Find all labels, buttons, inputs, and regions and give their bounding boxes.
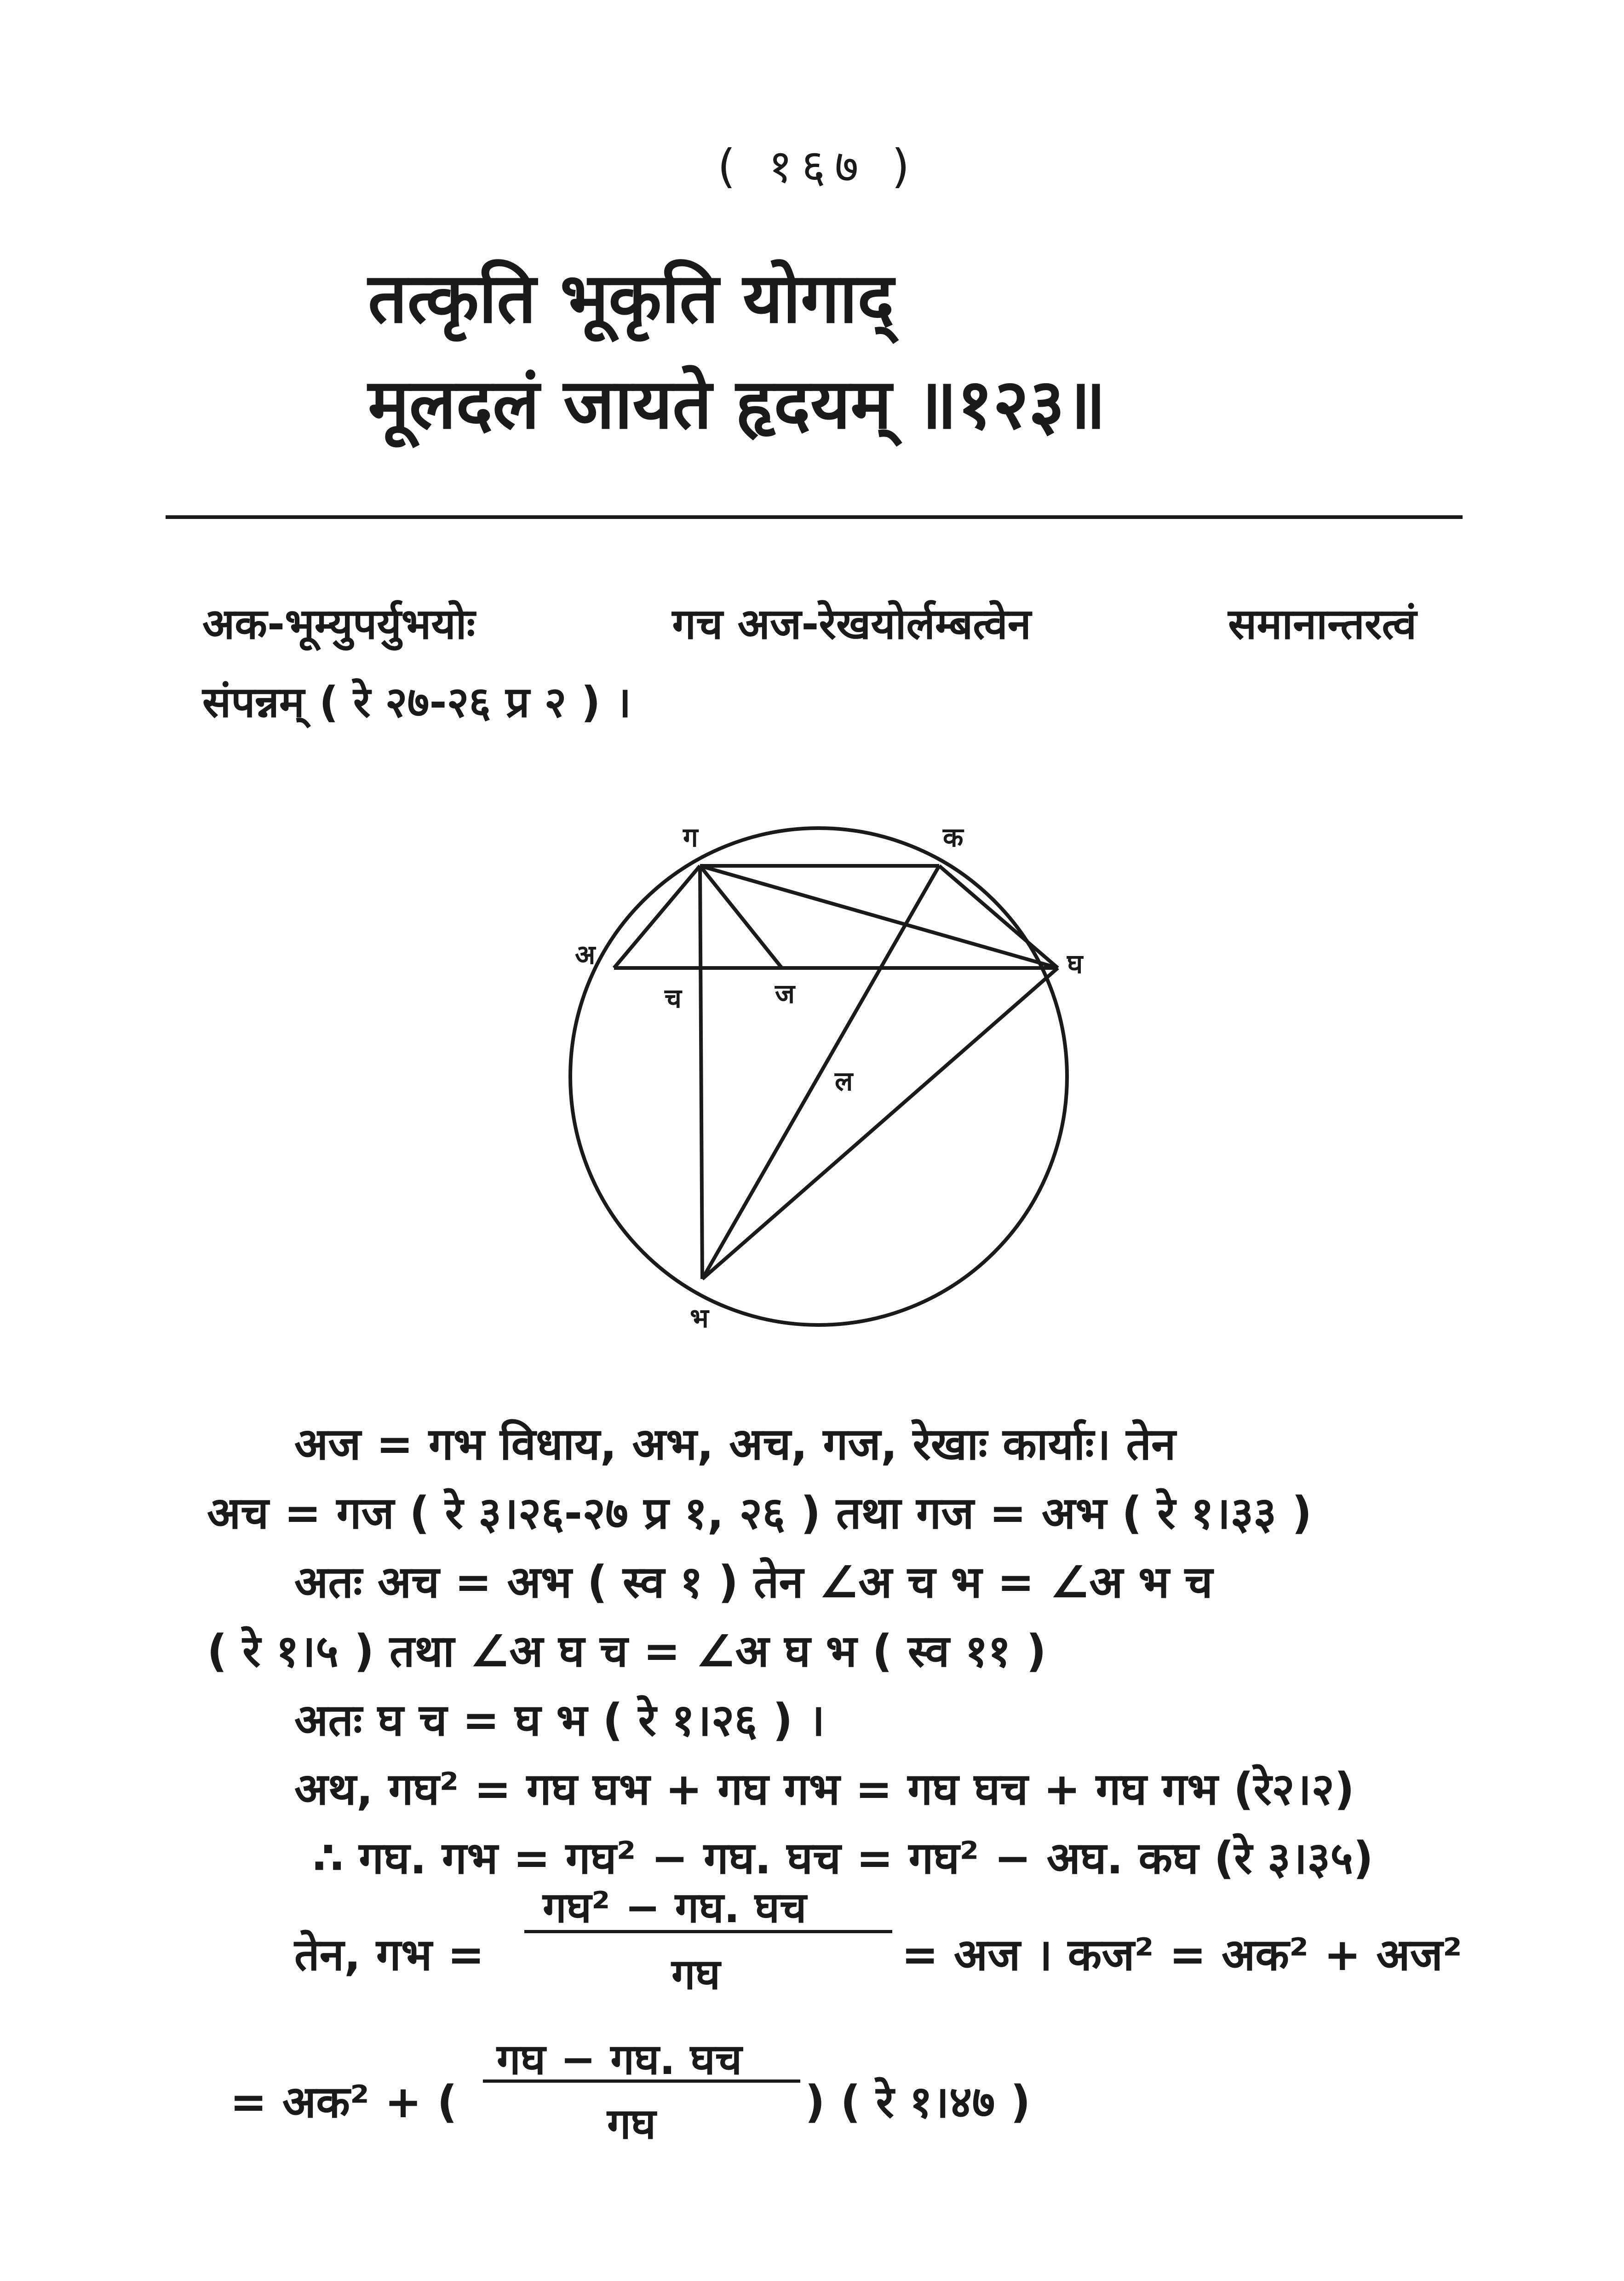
label-top-left: ग <box>683 822 698 853</box>
proof-line-9-numerator: गघ − गघ. घच <box>497 2035 742 2084</box>
proof-line-6: अथ, गघ² = गघ घभ + गघ गभ = गघ घच + गघ गभ (रे२।२) <box>294 1763 1355 1815</box>
proof-line-8-suffix: = अज । कज² = अक² + अज² <box>901 1929 1462 1981</box>
proof-line-8-prefix: तेन, गभ = <box>294 1929 485 1981</box>
line-g-gh <box>700 866 1058 968</box>
line-g-bh <box>700 866 702 1279</box>
proof-line-9-denominator: गघ <box>607 2099 656 2149</box>
paragraph-1-part-a: अक-भूम्युपर्युभयोः <box>202 599 476 649</box>
paragraph-1-line-1 <box>202 593 1417 651</box>
label-bottom: भ <box>690 1302 709 1334</box>
proof-line-9-fraction-bar <box>483 2079 800 2083</box>
figure-drawing <box>570 828 1067 1325</box>
proof-line-3: अतः अच = अभ ( स्व १ ) तेन ∠अ च भ = ∠अ भ च <box>294 1556 1213 1608</box>
verse-line-1: तत्कृति भूकृति योगाद् <box>368 259 894 339</box>
divider-rule <box>166 515 1463 519</box>
proof-line-8-numerator: गघ² − गघ. घच <box>543 1883 807 1932</box>
proof-line-9-suffix: ) ( रे १।४७ ) <box>805 2076 1031 2128</box>
paragraph-1-part-b: गच अज-रेखयोर्लम्बत्वेन <box>672 599 1031 649</box>
line-k-bh <box>702 866 939 1279</box>
proof-line-2: अच = गज ( रे ३।२६-२७ प्र १, २६ ) तथा गज = अभ ( रे १।३३ ) <box>207 1487 1312 1539</box>
label-center: ल <box>835 1066 853 1097</box>
paragraph-1-line-2: संपन्नम् ( रे २७-२६ प्र २ ) । <box>202 678 631 727</box>
label-left: अ <box>575 939 596 970</box>
line-gh-bh <box>702 968 1058 1279</box>
proof-line-8-denominator: गघ <box>671 1950 721 1999</box>
proof-line-8-fraction-bar <box>524 1930 892 1933</box>
label-foot: च <box>665 983 682 1014</box>
line-g-j <box>700 866 782 968</box>
label-right: घ <box>1067 948 1083 979</box>
paragraph-1-part-c: समानान्तरत्वं <box>1228 599 1417 649</box>
verse-line-2: मूलदलं जायते हृदयम् ॥१२३॥ <box>368 364 1106 444</box>
geometry-figure <box>520 791 1164 1353</box>
proof-line-4: ( रे १।५ ) तथा ∠अ घ च = ∠अ घ भ ( स्व ११ ) <box>207 1625 1046 1677</box>
label-top-right: क <box>943 822 964 853</box>
label-middle: ज <box>775 978 795 1009</box>
proof-line-1: अज = गभ विधाय, अभ, अच, गज, रेखाः कार्याः। तेन <box>294 1418 1176 1470</box>
proof-line-9-prefix: = अक² + ( <box>230 2076 458 2128</box>
page-number: ( १६७ ) <box>717 139 919 193</box>
proof-line-7: ∴ गघ. गभ = गघ² − गघ. घच = गघ² − अघ. कघ (रे ३।३५) <box>313 1832 1374 1884</box>
proof-line-5: अतः घ च = घ भ ( रे १।२६ ) । <box>294 1694 825 1746</box>
